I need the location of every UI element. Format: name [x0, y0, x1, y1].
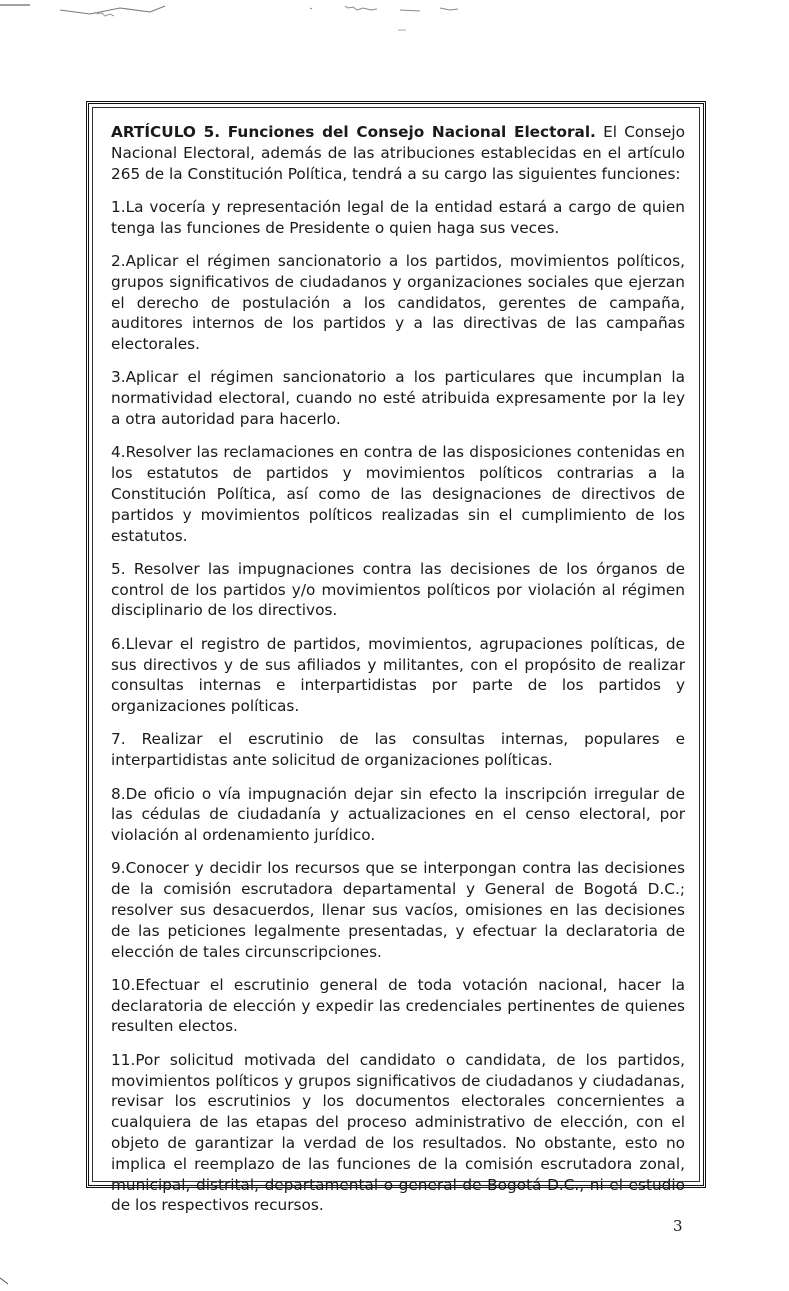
- article-intro-paragraph: [111, 122, 685, 184]
- function-item-5: 5. Resolver las impugnaciones contra las decisiones de los órganos de control de los partidos y/o movimientos políticos por violación al régimen disciplinario de los directivos.: [111, 559, 685, 620]
- function-item-6: 6.Llevar el registro de partidos, movimientos, agrupaciones políticas, de sus directivos y de sus afiliados y militantes, con el propósito de realizar consultas internas e interpartidistas por parte de los partidos y organizaciones políticas.: [111, 634, 685, 716]
- scan-artifacts: [0, 0, 789, 40]
- function-item-2: 2.Aplicar el régimen sancionatorio a los partidos, movimientos políticos, grupos significativos de ciudadanos y organizaciones sociales que ejerzan el derecho de postulación a los candidatos, gerentes de campaña, auditores internos de los partidos y a las directivas de las campañas electorales.: [111, 251, 685, 354]
- scan-corner-mark: [0, 1268, 20, 1288]
- function-item-1: 1.La vocería y representación legal de la entidad estará a cargo de quien tenga las funciones de Presidente o quien haga sus veces.: [111, 197, 685, 237]
- article-heading: ARTÍCULO 5. Funciones del Consejo Nacional Electoral.: [111, 123, 596, 141]
- function-item-8: 8.De oficio o vía impugnación dejar sin efecto la inscripción irregular de las cédulas de ciudadanía y actualizaciones en el censo electoral, por violación al ordenamiento jurídico.: [111, 784, 685, 845]
- article-content: [111, 122, 685, 1229]
- function-item-4: 4.Resolver las reclamaciones en contra de las disposiciones contenidas en los estatutos de partidos y movimientos políticos contrarias a la Constitución Política, así como de las designaciones de directivos de partidos y movimientos políticos realizadas sin el cumplimiento de los estatutos.: [111, 443, 685, 545]
- article-intro: El Consejo Nacional Electoral, además de las atribuciones establecidas en el artículo 265 de la Constitución Política, tendrá a su cargo las siguientes funciones:: [111, 123, 685, 183]
- page-number: 3: [673, 1217, 683, 1235]
- function-item-9: 9.Conocer y decidir los recursos que se interpongan contra las decisiones de la comisión escrutadora departamental y General de Bogotá D.C.; resolver sus desacuerdos, llenar sus vacíos, omisiones en las decisiones de las peticiones legalmente presentadas, y efectuar la declaratoria de elección de tales circunscripciones.: [111, 859, 685, 961]
- function-item-10: 10.Efectuar el escrutinio general de toda votación nacional, hacer la declaratoria de elección y expedir las credenciales pertinentes de quienes resulten electos.: [111, 975, 685, 1036]
- function-item-11: 11.Por solicitud motivada del candidato o candidata, de los partidos, movimientos políticos y grupos significativos de ciudadanos y ciudadanas, revisar los escrutinios y los documentos electorales concernientes a cualquiera de las etapas del proceso administrativo de elección, con el objeto de garantizar la verdad de los resultados. No obstante, esto no implica el reemplazo de las funciones de la comisión escrutadora zonal, municipal, distrital, departamental o general de Bogotá D.C., ni el estudio de los respectivos recursos.: [111, 1050, 685, 1215]
- function-item-3: 3.Aplicar el régimen sancionatorio a los particulares que incumplan la normatividad electoral, cuando no esté atribuida expresamente por la ley a otra autoridad para hacerlo.: [111, 368, 685, 429]
- function-item-7: 7. Realizar el escrutinio de las consultas internas, populares e interpartidistas ante solicitud de organizaciones políticas.: [111, 730, 685, 770]
